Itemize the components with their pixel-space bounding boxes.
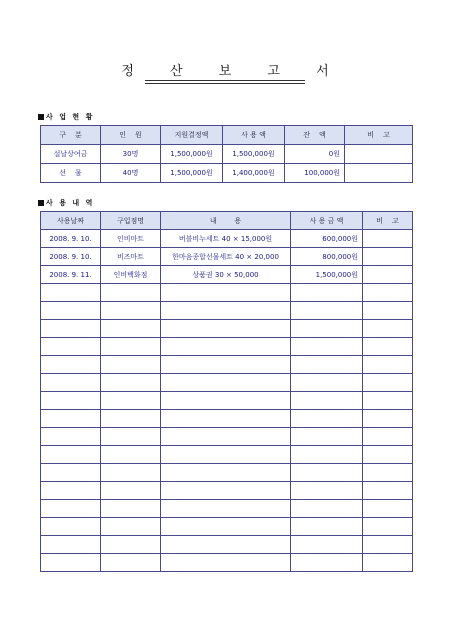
table-cell <box>41 392 101 410</box>
table-cell <box>101 446 161 464</box>
table-cell <box>363 338 413 356</box>
table-cell <box>101 356 161 374</box>
table-cell: 600,000원 <box>291 230 363 248</box>
table-cell <box>291 392 363 410</box>
column-header: 사 용 액 <box>223 126 285 145</box>
table-cell <box>291 302 363 320</box>
table-cell <box>161 410 291 428</box>
column-header: 구 분 <box>41 126 101 145</box>
table-row <box>41 320 413 338</box>
column-header: 비 고 <box>345 126 413 145</box>
table-row <box>41 554 413 572</box>
table-cell <box>363 482 413 500</box>
column-header: 잔 액 <box>285 126 345 145</box>
table-cell <box>101 536 161 554</box>
table-cell: 1,500,000원 <box>291 266 363 284</box>
table-cell <box>41 302 101 320</box>
table-cell <box>363 374 413 392</box>
table-cell <box>161 500 291 518</box>
table-cell <box>101 284 161 302</box>
table-row <box>41 164 413 183</box>
table-cell <box>41 320 101 338</box>
table-cell <box>41 464 101 482</box>
table-cell <box>345 145 413 164</box>
section-business-status-label <box>38 112 94 122</box>
column-header: 사용날짜 <box>41 212 101 230</box>
table-cell <box>41 374 101 392</box>
square-bullet-icon <box>38 114 44 120</box>
table-cell <box>291 464 363 482</box>
table-cell <box>41 338 101 356</box>
table-cell <box>161 536 291 554</box>
table-cell <box>363 554 413 572</box>
table-cell: 2008. 9. 10. <box>41 248 101 266</box>
table-cell <box>101 410 161 428</box>
table-row <box>41 518 413 536</box>
table-cell <box>291 554 363 572</box>
section-business-status-text: 사 업 현 황 <box>46 113 95 121</box>
table-cell <box>291 410 363 428</box>
table-cell: 1,500,000원 <box>223 145 285 164</box>
table-cell: 설날상여금 <box>41 145 101 164</box>
table-cell <box>363 356 413 374</box>
table-cell <box>363 446 413 464</box>
table-cell <box>101 374 161 392</box>
table-cell <box>101 500 161 518</box>
table-cell <box>161 374 291 392</box>
table-cell: 상품권 30 × 50,000 <box>161 266 291 284</box>
table-cell: 40명 <box>101 164 161 183</box>
table-cell <box>291 482 363 500</box>
table-cell <box>363 284 413 302</box>
table-row <box>41 500 413 518</box>
table-cell <box>101 482 161 500</box>
table-cell <box>291 428 363 446</box>
column-header: 인 원 <box>101 126 161 145</box>
column-header: 지원결정액 <box>161 126 223 145</box>
table-cell <box>291 356 363 374</box>
table-cell <box>41 428 101 446</box>
title-underline <box>145 80 305 84</box>
table-cell: 인비백화점 <box>101 266 161 284</box>
table-cell <box>101 518 161 536</box>
table-cell <box>161 392 291 410</box>
table-cell <box>161 518 291 536</box>
table-cell <box>363 392 413 410</box>
table-cell: 버블비누세트 40 × 15,000원 <box>161 230 291 248</box>
table-cell <box>161 320 291 338</box>
document-title: 정 산 보 고 서 <box>121 64 345 79</box>
table-row <box>41 145 413 164</box>
table-cell <box>161 338 291 356</box>
column-header: 구입점명 <box>101 212 161 230</box>
table-row <box>41 302 413 320</box>
table-row <box>41 230 413 248</box>
table-cell <box>291 500 363 518</box>
table-row <box>41 356 413 374</box>
table-cell <box>101 554 161 572</box>
table-cell <box>41 518 101 536</box>
table-cell <box>161 428 291 446</box>
table-cell <box>161 302 291 320</box>
table-cell <box>161 464 291 482</box>
table-row <box>41 536 413 554</box>
table-cell <box>41 482 101 500</box>
table-cell <box>291 374 363 392</box>
table-cell <box>291 518 363 536</box>
table-row <box>41 428 413 446</box>
section-usage-details-label <box>38 198 94 208</box>
table-cell <box>291 320 363 338</box>
table-cell: 인비마트 <box>101 230 161 248</box>
table-cell <box>363 410 413 428</box>
table-cell <box>291 284 363 302</box>
table-cell <box>101 320 161 338</box>
table-row <box>41 446 413 464</box>
table-cell <box>363 428 413 446</box>
table-cell: 1,500,000원 <box>161 145 223 164</box>
business-status-table <box>40 125 413 183</box>
square-bullet-icon <box>38 200 44 206</box>
table-cell <box>363 518 413 536</box>
table-cell <box>161 446 291 464</box>
table-row <box>41 374 413 392</box>
table-cell: 100,000원 <box>285 164 345 183</box>
table-cell <box>345 164 413 183</box>
table-cell <box>363 302 413 320</box>
table-cell <box>161 284 291 302</box>
table-cell: 비즈마트 <box>101 248 161 266</box>
table-cell <box>161 356 291 374</box>
table-cell <box>161 554 291 572</box>
table-cell: 선 물 <box>41 164 101 183</box>
table-cell <box>363 464 413 482</box>
table-cell <box>41 536 101 554</box>
table-cell <box>291 536 363 554</box>
table-cell: 2008. 9. 11. <box>41 266 101 284</box>
table-cell <box>41 410 101 428</box>
table-cell <box>363 266 413 284</box>
table-cell: 800,000원 <box>291 248 363 266</box>
table-cell: 30명 <box>101 145 161 164</box>
table-cell <box>101 464 161 482</box>
column-header: 비 고 <box>363 212 413 230</box>
table-cell <box>363 248 413 266</box>
table-cell: 1,500,000원 <box>161 164 223 183</box>
table-cell: 한마음종합선물세트 40 × 20,000 <box>161 248 291 266</box>
table-row <box>41 248 413 266</box>
table-cell: 0원 <box>285 145 345 164</box>
table-cell <box>363 500 413 518</box>
column-header: 내 용 <box>161 212 291 230</box>
table-cell <box>161 482 291 500</box>
table-cell <box>291 446 363 464</box>
table-row <box>41 464 413 482</box>
table-row <box>41 482 413 500</box>
column-header: 사 용 금 액 <box>291 212 363 230</box>
table-cell <box>291 338 363 356</box>
table-row <box>41 338 413 356</box>
table-cell <box>41 284 101 302</box>
table-row <box>41 410 413 428</box>
table-cell <box>101 392 161 410</box>
table-cell: 1,400,000원 <box>223 164 285 183</box>
table-cell <box>41 446 101 464</box>
table-cell <box>41 356 101 374</box>
section-usage-details-text: 사 용 내 역 <box>46 199 95 207</box>
table-cell: 2008. 9. 10. <box>41 230 101 248</box>
table-cell <box>101 428 161 446</box>
table-cell <box>101 338 161 356</box>
table-row <box>41 284 413 302</box>
usage-details-table <box>40 211 413 572</box>
table-cell <box>41 500 101 518</box>
table-row <box>41 266 413 284</box>
table-cell <box>41 554 101 572</box>
table-row <box>41 392 413 410</box>
table-cell <box>363 230 413 248</box>
table-cell <box>363 536 413 554</box>
table-cell <box>101 302 161 320</box>
table-cell <box>363 320 413 338</box>
